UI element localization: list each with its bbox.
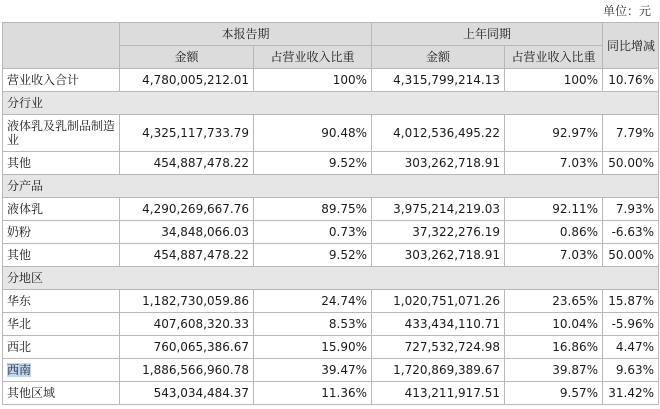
- row-label: 奶粉: [3, 221, 120, 244]
- row-label: [3, 359, 120, 382]
- cell-prev-amount: 1,720,869,389.67: [372, 359, 505, 382]
- highlighted-label: 西南: [7, 363, 32, 377]
- cell-yoy: 50.00%: [603, 152, 659, 175]
- cell-prev-amount: 413,211,917.51: [372, 382, 505, 405]
- total-cur-share: 100%: [254, 69, 372, 92]
- cell-cur-share: 9.52%: [254, 244, 372, 267]
- table-row: [3, 152, 659, 175]
- table-row: [3, 115, 659, 152]
- row-label: 其他: [3, 244, 120, 267]
- cell-prev-share: 16.86%: [505, 336, 603, 359]
- cell-cur-amount: 1,182,730,059.86: [120, 290, 254, 313]
- section-header-row: [3, 267, 659, 290]
- cell-prev-amount: 727,532,724.98: [372, 336, 505, 359]
- header-row-1: [3, 23, 659, 46]
- cell-prev-amount: 303,262,718.91: [372, 244, 505, 267]
- table-row: [3, 244, 659, 267]
- cell-cur-amount: 1,886,566,960.78: [120, 359, 254, 382]
- table-row: [3, 198, 659, 221]
- cell-prev-share: 0.86%: [505, 221, 603, 244]
- cell-prev-amount: 3,975,214,219.03: [372, 198, 505, 221]
- cell-cur-share: 89.75%: [254, 198, 372, 221]
- row-label: 其他区域: [3, 382, 120, 405]
- row-label: 西北: [3, 336, 120, 359]
- cell-prev-share: 39.87%: [505, 359, 603, 382]
- section-title: 分地区: [3, 267, 659, 290]
- cell-cur-share: 11.36%: [254, 382, 372, 405]
- cell-cur-amount: 760,065,386.67: [120, 336, 254, 359]
- section-header-row: [3, 175, 659, 198]
- cell-prev-amount: 1,020,751,071.26: [372, 290, 505, 313]
- table-row: [3, 313, 659, 336]
- cell-cur-amount: 454,887,478.22: [120, 244, 254, 267]
- row-label: 其他: [3, 152, 120, 175]
- header-prev-share: 占营业收入比重: [505, 46, 603, 69]
- cell-cur-amount: 4,325,117,733.79: [120, 115, 254, 152]
- cell-yoy: 7.93%: [603, 198, 659, 221]
- table-row: [3, 221, 659, 244]
- cell-yoy: 31.42%: [603, 382, 659, 405]
- table-row: [3, 382, 659, 405]
- cell-prev-amount: 4,012,536,495.22: [372, 115, 505, 152]
- cell-cur-amount: 543,034,484.37: [120, 382, 254, 405]
- cell-yoy: -6.63%: [603, 221, 659, 244]
- cell-prev-amount: 433,434,110.71: [372, 313, 505, 336]
- total-yoy: 10.76%: [603, 69, 659, 92]
- cell-cur-share: 9.52%: [254, 152, 372, 175]
- total-prev-amount: 4,315,799,214.13: [372, 69, 505, 92]
- cell-yoy: -5.96%: [603, 313, 659, 336]
- cell-prev-amount: 303,262,718.91: [372, 152, 505, 175]
- cell-cur-share: 8.53%: [254, 313, 372, 336]
- cell-prev-share: 9.57%: [505, 382, 603, 405]
- cell-cur-share: 39.47%: [254, 359, 372, 382]
- section-title: 分行业: [3, 92, 659, 115]
- header-cur-share: 占营业收入比重: [254, 46, 372, 69]
- cell-cur-share: 0.73%: [254, 221, 372, 244]
- cell-prev-share: 92.11%: [505, 198, 603, 221]
- total-row: [3, 69, 659, 92]
- cell-cur-share: 90.48%: [254, 115, 372, 152]
- cell-yoy: 7.79%: [603, 115, 659, 152]
- row-label: 液体乳及乳制品制造业: [3, 115, 120, 152]
- header-prior-period: 上年同期: [372, 23, 603, 46]
- cell-prev-share: 7.03%: [505, 152, 603, 175]
- total-label: 营业收入合计: [3, 69, 120, 92]
- cell-prev-amount: 37,322,276.19: [372, 221, 505, 244]
- cell-cur-share: 15.90%: [254, 336, 372, 359]
- table-row: [3, 290, 659, 313]
- cell-prev-share: 92.97%: [505, 115, 603, 152]
- cell-prev-share: 7.03%: [505, 244, 603, 267]
- cell-cur-amount: 454,887,478.22: [120, 152, 254, 175]
- cell-cur-amount: 407,608,320.33: [120, 313, 254, 336]
- cell-yoy: 15.87%: [603, 290, 659, 313]
- section-header-row: [3, 92, 659, 115]
- cell-yoy: 50.00%: [603, 244, 659, 267]
- cell-cur-share: 24.74%: [254, 290, 372, 313]
- table-row: [3, 359, 659, 382]
- row-label: 液体乳: [3, 198, 120, 221]
- header-yoy: 同比增减: [603, 23, 659, 69]
- header-blank: [3, 23, 120, 69]
- cell-cur-amount: 4,290,269,667.76: [120, 198, 254, 221]
- cell-yoy: 9.63%: [603, 359, 659, 382]
- header-cur-amount: 金额: [120, 46, 254, 69]
- table-row: [3, 336, 659, 359]
- cell-cur-amount: 34,848,066.03: [120, 221, 254, 244]
- section-title: 分产品: [3, 175, 659, 198]
- header-prev-amount: 金额: [372, 46, 505, 69]
- revenue-breakdown-table: [2, 22, 659, 405]
- cell-prev-share: 23.65%: [505, 290, 603, 313]
- row-label: 华北: [3, 313, 120, 336]
- cell-prev-share: 10.04%: [505, 313, 603, 336]
- total-cur-amount: 4,780,005,212.01: [120, 69, 254, 92]
- row-label: 华东: [3, 290, 120, 313]
- cell-yoy: 4.47%: [603, 336, 659, 359]
- header-current-period: 本报告期: [120, 23, 372, 46]
- total-prev-share: 100%: [505, 69, 603, 92]
- unit-label: 单位：元: [602, 4, 651, 18]
